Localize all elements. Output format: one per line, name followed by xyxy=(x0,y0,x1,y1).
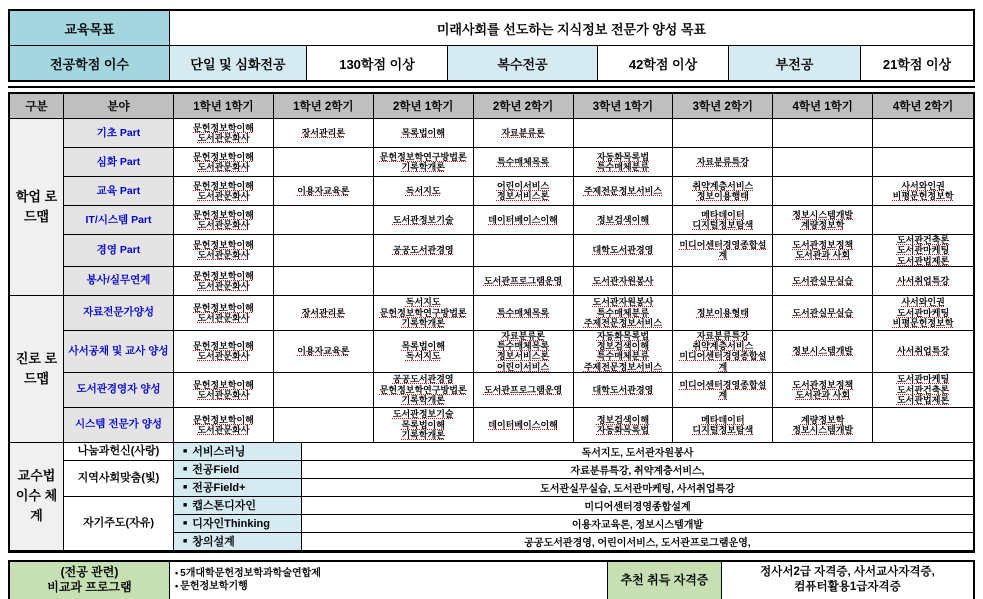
course-name: 도서관정보정책 xyxy=(792,240,854,251)
course-cell xyxy=(174,267,274,296)
course-name: 도서관법제론 xyxy=(896,255,950,266)
course-cell xyxy=(773,331,873,373)
field-label: 자료전문가양성 xyxy=(64,296,174,331)
course-cell xyxy=(374,267,474,296)
course-name: 디지털정보탐색 xyxy=(692,220,754,230)
course-name: 정보검색이해 xyxy=(596,214,650,225)
square-bullet-icon: ■ xyxy=(183,447,188,455)
course-name: 도서관과 사회 xyxy=(795,389,851,400)
course-name: 미디어센터경영종합설계 xyxy=(679,351,767,372)
section-label: 진로 로드맵 xyxy=(10,296,64,443)
course-name: 목록법이해 xyxy=(401,341,445,351)
credit-value-cell: 42학점 이상 xyxy=(598,46,729,80)
course-name: 도서관정보정책 xyxy=(792,379,854,390)
course-cell xyxy=(374,331,474,373)
course-name: 목록법이해 xyxy=(401,419,445,430)
course-name: 정보시스템개발 xyxy=(792,424,854,435)
course-cell xyxy=(673,119,773,148)
course-cell xyxy=(773,177,873,206)
roadmap-section xyxy=(10,296,973,443)
field-label: 시스템 전문가 양성 xyxy=(64,408,174,443)
course-name: 도서관문화사 xyxy=(197,191,250,201)
course-name: 도서관문화사 xyxy=(197,220,250,230)
course-cell xyxy=(474,206,574,235)
course-name: 정보검색이해 xyxy=(596,414,650,425)
method-item-label: 창의설계 xyxy=(192,536,235,549)
course-name: 도서관문화사 xyxy=(197,133,250,143)
course-name: 취약계층서비스 xyxy=(692,180,754,191)
course-name: 도서관마케팅 xyxy=(896,307,950,318)
course-cell xyxy=(374,148,474,177)
field-label: 경영 Part xyxy=(64,235,174,267)
course-name: 정보시스템개발 xyxy=(792,346,854,357)
column-header: 3학년 2학기 xyxy=(673,94,773,119)
field-label: 봉사/실무연계 xyxy=(64,267,174,296)
course-name: 특수매체목록 xyxy=(496,307,550,318)
course-cell xyxy=(274,408,374,443)
course-cell xyxy=(574,206,674,235)
course-cell xyxy=(773,296,873,331)
course-name: 도서관프로그램운영 xyxy=(483,384,563,395)
course-cell xyxy=(274,296,374,331)
course-name: 정보서비스론 xyxy=(496,191,550,201)
course-cell xyxy=(574,177,674,206)
course-name: 장서관리론 xyxy=(301,127,346,138)
course-name: 사서취업특강 xyxy=(896,275,950,286)
cert-list xyxy=(722,562,973,599)
cert-list-line: 컴퓨터활용1급자격증 xyxy=(794,581,901,594)
course-name: 특수매체목록 xyxy=(496,341,550,351)
roadmap-section xyxy=(10,119,973,296)
course-name: 목록법이해 xyxy=(401,127,445,138)
course-name: 특수매체목록 xyxy=(496,156,550,167)
course-cell xyxy=(274,331,374,373)
field-label: IT/시스템 Part xyxy=(64,206,174,235)
roadmap-table xyxy=(8,92,975,553)
extracurricular-label-line: 비교과 프로그램 xyxy=(47,580,132,595)
course-name: 어린이서비스 xyxy=(496,180,550,191)
column-header: 4학년 2학기 xyxy=(873,94,973,119)
course-cell xyxy=(873,296,973,331)
method-item xyxy=(174,461,302,479)
course-name: 문헌정보학이해 xyxy=(193,240,254,251)
column-header: 2학년 2학기 xyxy=(474,94,574,119)
course-name: 자료분류특강 xyxy=(696,156,749,167)
course-cell xyxy=(873,331,973,373)
course-cell xyxy=(474,119,574,148)
course-name: 독서지도 xyxy=(405,297,441,308)
square-bullet-icon: ■ xyxy=(183,465,188,473)
course-name: 주제전문정보서비스 xyxy=(583,361,663,372)
course-name: 도서관문화사 xyxy=(197,280,250,291)
course-name: 이용자교육론 xyxy=(297,346,350,357)
course-name: 정보검색이해 xyxy=(596,341,650,351)
cert-list-line: 정사서2급 자격증, 사서교사자격증, xyxy=(760,565,935,578)
square-bullet-icon: ■ xyxy=(183,483,188,491)
column-header: 구분 xyxy=(10,94,64,119)
course-name: 문헌정보학이해 xyxy=(193,180,254,191)
course-name: 도서관문화사 xyxy=(197,250,250,261)
method-item-label: 전공Field xyxy=(192,464,240,477)
course-cell xyxy=(374,296,474,331)
course-name: 자료분류론 xyxy=(501,330,545,341)
course-cell xyxy=(773,408,873,443)
course-cell xyxy=(474,235,574,267)
course-name: 메타데이터 xyxy=(701,209,745,220)
course-name: 데이터베이스이해 xyxy=(488,419,558,430)
course-name: 도서관법제론 xyxy=(896,394,950,405)
course-name: 미디어센터경영종합설계 xyxy=(679,240,767,261)
course-name: 메타데이터 xyxy=(701,414,745,425)
course-name: 기록학개론 xyxy=(401,429,445,440)
course-name: 도서관프로그램운영 xyxy=(483,275,563,286)
course-name: 도서관문화사 xyxy=(197,389,250,400)
course-name: 문헌정보학이해 xyxy=(193,341,254,351)
square-bullet-icon: ■ xyxy=(183,519,188,527)
course-cell xyxy=(773,235,873,267)
objective-row xyxy=(10,11,973,45)
method-group-label: 자기주도(자유) xyxy=(64,497,174,551)
course-name: 사서취업특강 xyxy=(896,346,950,357)
method-item-label: 캡스톤디자인 xyxy=(192,500,256,513)
section-label: 학업 로드맵 xyxy=(10,119,64,296)
course-cell xyxy=(374,408,474,443)
course-name: 기록학개론 xyxy=(401,317,445,328)
course-cell xyxy=(374,373,474,408)
column-header: 1학년 1학기 xyxy=(174,94,274,119)
course-cell xyxy=(873,206,973,235)
method-item xyxy=(174,443,302,461)
method-courses: 자료분류특강, 취약계층서비스, xyxy=(302,461,973,479)
course-cell xyxy=(673,331,773,373)
course-name: 주제전문정보서비스 xyxy=(583,185,663,196)
method-item xyxy=(174,515,302,533)
course-cell xyxy=(673,148,773,177)
course-cell xyxy=(773,206,873,235)
course-cell xyxy=(474,373,574,408)
course-cell xyxy=(174,177,274,206)
cert-recommend-label: 추천 취득 자격증 xyxy=(608,562,722,599)
field-label: 교육 Part xyxy=(64,177,174,206)
course-name: 문헌정보학이해 xyxy=(193,270,254,281)
credits-row xyxy=(10,45,973,80)
course-name: 특수매체분류 xyxy=(596,162,650,172)
field-label: 사서공채 및 교사 양성 xyxy=(64,331,174,373)
course-name: 자동화목록법 xyxy=(596,424,650,435)
course-name: 데이터베이스이해 xyxy=(488,214,558,225)
course-name: 기록학개론 xyxy=(401,162,445,172)
course-cell xyxy=(474,177,574,206)
column-header: 3학년 1학기 xyxy=(574,94,674,119)
course-name: 도서관과 사회 xyxy=(795,250,851,261)
course-cell xyxy=(174,119,274,148)
field-label: 도서관경영자 양성 xyxy=(64,373,174,408)
course-name: 사서와인권 xyxy=(901,180,945,191)
course-cell xyxy=(274,373,374,408)
course-cell xyxy=(574,148,674,177)
course-cell xyxy=(474,408,574,443)
education-goal-value: 미래사회를 선도하는 지식정보 전문가 양성 목표 xyxy=(436,21,707,37)
course-name: 자료분류특강 xyxy=(696,330,749,341)
roadmap-header-row xyxy=(10,94,973,119)
course-name: 정보서비스론 xyxy=(496,351,550,362)
course-cell xyxy=(673,267,773,296)
course-cell xyxy=(873,119,973,148)
field-label: 기초 Part xyxy=(64,119,174,148)
course-name: 문헌정보학연구방법론 xyxy=(379,151,467,162)
course-name: 도서관건축론 xyxy=(896,384,950,395)
double-rule-divider xyxy=(8,86,975,88)
extracurricular-item-label: 문헌정보학기행 xyxy=(180,581,248,593)
course-name: 어린이서비스 xyxy=(496,361,550,372)
course-cell xyxy=(274,119,374,148)
course-name: 자료분류론 xyxy=(501,127,545,138)
method-item xyxy=(174,479,302,497)
course-cell xyxy=(574,235,674,267)
method-courses: 독서지도, 도서관자원봉사 xyxy=(302,443,973,461)
course-name: 디지털정보탐색 xyxy=(692,424,754,435)
course-cell xyxy=(574,331,674,373)
extracurricular-label-line: (전공 관련) xyxy=(60,565,119,580)
course-cell xyxy=(174,206,274,235)
method-item-label: 서비스러닝 xyxy=(192,446,246,459)
course-cell xyxy=(773,373,873,408)
course-cell xyxy=(673,408,773,443)
roadmap-body xyxy=(10,119,973,551)
extracurricular-item xyxy=(175,567,321,580)
course-name: 계량정보학 xyxy=(800,414,845,425)
course-name: 공공도서관경영 xyxy=(392,374,454,385)
course-cell xyxy=(773,267,873,296)
course-cell xyxy=(574,296,674,331)
method-item xyxy=(174,533,302,551)
course-name: 장서관리론 xyxy=(301,307,346,318)
course-cell xyxy=(174,235,274,267)
course-cell xyxy=(873,267,973,296)
course-name: 취약계층서비스 xyxy=(692,341,754,351)
course-cell xyxy=(474,148,574,177)
course-name: 문헌정보학이해 xyxy=(193,122,254,133)
course-cell xyxy=(474,331,574,373)
course-name: 도서관마케팅 xyxy=(896,245,950,256)
course-cell xyxy=(873,177,973,206)
course-name: 도서관마케팅 xyxy=(896,374,950,385)
extracurricular-item-label: 5개대학문헌정보학과학술연합제 xyxy=(180,568,321,580)
column-header: 분야 xyxy=(64,94,174,119)
method-courses: 이용자교육론, 정보시스템개발 xyxy=(302,515,973,533)
course-name: 문헌정보학이해 xyxy=(193,151,254,162)
course-name: 문헌정보학연구방법론 xyxy=(379,384,467,395)
course-name: 특수매체분류 xyxy=(596,351,650,362)
course-name: 문헌정보학이해 xyxy=(193,414,254,425)
column-header: 2학년 1학기 xyxy=(374,94,474,119)
roadmap-section xyxy=(10,443,973,551)
course-name: 도서관문화사 xyxy=(197,351,250,362)
course-cell xyxy=(374,119,474,148)
credit-type-cell: 단일 및 심화전공 xyxy=(170,46,307,80)
extracurricular-table xyxy=(8,560,975,599)
method-group-label: 지역사회맞춤(빛) xyxy=(64,461,174,497)
field-label: 심화 Part xyxy=(64,148,174,177)
course-name: 도서관문화사 xyxy=(197,162,250,172)
method-courses: 도서관실무실습, 도서관마케팅, 사서취업특강 xyxy=(302,479,973,497)
course-name: 도서관자원봉사 xyxy=(592,297,654,308)
method-item xyxy=(174,497,302,515)
course-name: 도서관건축론 xyxy=(896,235,950,245)
extracurricular-item xyxy=(175,580,248,593)
course-name: 도서관문화사 xyxy=(197,424,250,435)
course-name: 미디어센터경영종합설계 xyxy=(679,379,767,400)
course-cell xyxy=(673,373,773,408)
course-name: 이용자교육론 xyxy=(297,185,350,196)
course-name: 정보이용행태 xyxy=(696,191,749,201)
course-name: 자동화목록법 xyxy=(596,330,650,341)
course-cell xyxy=(873,235,973,267)
course-cell xyxy=(174,148,274,177)
course-name: 특수매체분류 xyxy=(596,307,650,318)
course-cell xyxy=(574,267,674,296)
square-bullet-icon: ■ xyxy=(183,501,188,509)
course-cell xyxy=(174,408,274,443)
credit-value-cell: 130학점 이상 xyxy=(307,46,448,80)
course-name: 문헌정보학연구방법론 xyxy=(379,307,467,318)
course-cell xyxy=(274,206,374,235)
course-cell xyxy=(474,267,574,296)
course-cell xyxy=(174,373,274,408)
method-item-label: 디자인Thinking xyxy=(192,518,270,531)
method-courses: 미디어센터경영종합설계 xyxy=(302,497,973,515)
course-name: 비평문헌정보학 xyxy=(892,317,954,328)
credit-type-cell: 복수전공 xyxy=(448,46,598,80)
course-name: 문헌정보학이해 xyxy=(193,302,254,313)
course-cell xyxy=(873,408,973,443)
column-header: 1학년 2학기 xyxy=(274,94,374,119)
course-name: 대학도서관경영 xyxy=(592,384,654,395)
course-cell xyxy=(274,235,374,267)
course-name: 공공도서관경영 xyxy=(392,245,454,256)
course-name: 문헌정보학이해 xyxy=(193,379,254,390)
course-cell xyxy=(174,331,274,373)
course-name: 비평문헌정보학 xyxy=(892,191,954,201)
course-name: 기록학개론 xyxy=(401,394,445,405)
course-name: 도서관문화사 xyxy=(197,312,250,323)
course-name: 대학도서관경영 xyxy=(592,245,654,256)
section-label: 교수법 이수 체계 xyxy=(10,443,64,551)
course-name: 도서관실무실습 xyxy=(792,275,854,286)
dot-bullet-icon: • xyxy=(175,580,179,591)
extracurricular-label xyxy=(10,562,170,599)
dot-bullet-icon: • xyxy=(175,567,179,578)
extracurricular-items xyxy=(170,562,608,599)
course-cell xyxy=(673,206,773,235)
course-cell xyxy=(673,235,773,267)
course-cell xyxy=(374,235,474,267)
course-cell xyxy=(274,177,374,206)
course-cell xyxy=(374,206,474,235)
course-cell xyxy=(174,296,274,331)
course-cell xyxy=(274,148,374,177)
course-cell xyxy=(474,296,574,331)
course-name: 계량정보학 xyxy=(800,220,845,230)
education-goal-label: 교육목표 xyxy=(10,11,170,45)
course-name: 문헌정보학이해 xyxy=(193,209,254,220)
course-cell xyxy=(773,148,873,177)
course-cell xyxy=(574,373,674,408)
course-cell xyxy=(773,119,873,148)
course-name: 독서지도 xyxy=(405,185,441,196)
course-cell xyxy=(574,408,674,443)
course-name: 독서지도 xyxy=(405,351,441,362)
method-group-label: 나눔과헌신(사랑) xyxy=(64,443,174,461)
course-name: 주제전문정보서비스 xyxy=(583,317,663,328)
course-name: 정보이용형태 xyxy=(696,307,749,318)
column-header: 4학년 1학기 xyxy=(773,94,873,119)
square-bullet-icon: ■ xyxy=(183,537,188,545)
course-cell xyxy=(873,373,973,408)
course-cell xyxy=(374,177,474,206)
method-item-label: 전공Field+ xyxy=(192,482,246,495)
course-cell xyxy=(274,267,374,296)
course-cell xyxy=(673,177,773,206)
credit-value-cell: 21학점 이상 xyxy=(882,56,952,72)
course-name: 도서관정보기술 xyxy=(392,214,454,225)
course-name: 자동화목록법 xyxy=(596,151,650,162)
course-name: 도서관자원봉사 xyxy=(592,275,654,286)
course-cell xyxy=(574,119,674,148)
credit-type-cell: 부전공 xyxy=(729,46,861,80)
course-name: 도서관실무실습 xyxy=(792,307,854,318)
objective-credits-table xyxy=(8,9,975,82)
course-name: 사서와인권 xyxy=(901,297,945,308)
course-name: 도서관정보기술 xyxy=(392,409,454,420)
method-courses: 공공도서관경영, 어린이서비스, 도서관프로그램운영, xyxy=(302,533,973,551)
course-name: 정보시스템개발 xyxy=(792,209,854,220)
major-credits-label: 전공학점 이수 xyxy=(10,46,170,80)
course-cell xyxy=(873,148,973,177)
course-cell xyxy=(673,296,773,331)
